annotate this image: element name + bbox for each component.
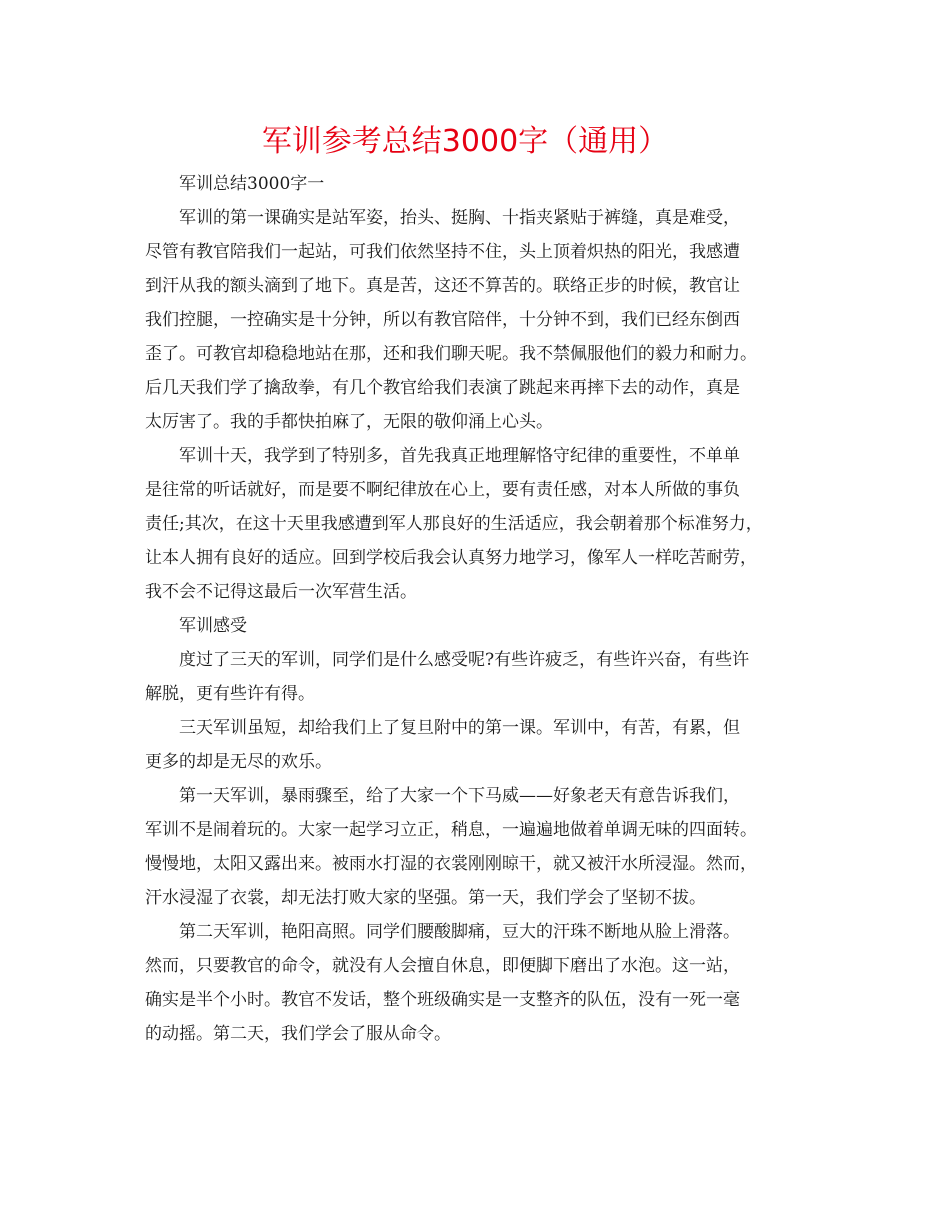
document-body	[145, 167, 805, 1051]
paragraph-line: 歪了。可教官却稳稳地站在那，还和我们聊天呢。我不禁佩服他们的毅力和耐力。	[145, 344, 757, 364]
paragraph-line: 我不会不记得这最后一次军营生活。	[145, 582, 417, 602]
paragraph-line: 太厉害了。我的手都快拍麻了，无限的敬仰涌上心头。	[145, 412, 553, 432]
paragraph-first-line: 军训的第一课确实是站军姿，抬头、挺胸、十指夹紧贴于裤缝，真是难受，	[179, 208, 740, 228]
paragraph-first-line: 第二天军训，艳阳高照。同学们腰酸脚痛，豆大的汗珠不断地从脸上滑落。	[179, 922, 740, 942]
paragraph-line: 是往常的听话就好，而是要不啊纪律放在心上，要有责任感，对本人所做的事负	[145, 480, 740, 500]
paragraph-line: 尽管有教官陪我们一起站，可我们依然坚持不住，头上顶着炽热的阳光，我感遭	[145, 242, 740, 262]
paragraph-first-line: 军训十天，我学到了特别多，首先我真正地理解恪守纪律的重要性，不单单	[179, 446, 740, 466]
paragraph-line: 后几天我们学了擒敌拳，有几个教官给我们表演了跳起来再摔下去的动作，真是	[145, 378, 740, 398]
paragraph-line: 让本人拥有良好的适应。回到学校后我会认真努力地学习，像军人一样吃苦耐劳，	[145, 548, 757, 568]
paragraph-first-line: 第一天军训，暴雨骤至，给了大家一个下马威——好象老天有意告诉我们，	[179, 786, 740, 806]
paragraph-line: 确实是半个小时。教官不发话，整个班级确实是一支整齐的队伍，没有一死一毫	[145, 990, 740, 1010]
document-title: 军训参考总结3000字（通用）	[261, 124, 669, 159]
paragraph-line: 慢慢地，太阳又露出来。被雨水打湿的衣裳刚刚晾干，就又被汗水所浸湿。然而，	[145, 854, 757, 874]
paragraph-line: 然而，只要教官的命令，就没有人会擅自休息，即便脚下磨出了水泡。这一站，	[145, 956, 740, 976]
paragraph-line: 更多的却是无尽的欢乐。	[145, 752, 332, 772]
paragraph-line: 责任;其次，在这十天里我感遭到军人那良好的生活适应，我会朝着那个标准努力，	[145, 514, 763, 534]
paragraph-first-line: 军训感受	[179, 616, 247, 636]
paragraph-line: 军训不是闹着玩的。大家一起学习立正，稍息，一遍遍地做着单调无味的四面转。	[145, 820, 757, 840]
paragraph-line: 的动摇。第二天，我们学会了服从命令。	[145, 1024, 451, 1044]
paragraph-line: 汗水浸湿了衣裳，却无法打败大家的坚强。第一天，我们学会了坚韧不拔。	[145, 888, 706, 908]
paragraph-line: 到汗从我的额头滴到了地下。真是苦，这还不算苦的。联络正步的时候，教官让	[145, 276, 740, 296]
paragraph-line: 我们控腿，一控确实是十分钟，所以有教官陪伴，十分钟不到，我们已经东倒西	[145, 310, 740, 330]
paragraph-first-line: 军训总结3000字一	[179, 174, 325, 194]
paragraph-line: 解脱，更有些许有得。	[145, 684, 315, 704]
paragraph-first-line: 三天军训虽短，却给我们上了复旦附中的第一课。军训中，有苦，有累，但	[179, 718, 740, 738]
paragraph-first-line: 度过了三天的军训，同学们是什么感受呢?有些许疲乏，有些许兴奋，有些许	[179, 650, 750, 670]
